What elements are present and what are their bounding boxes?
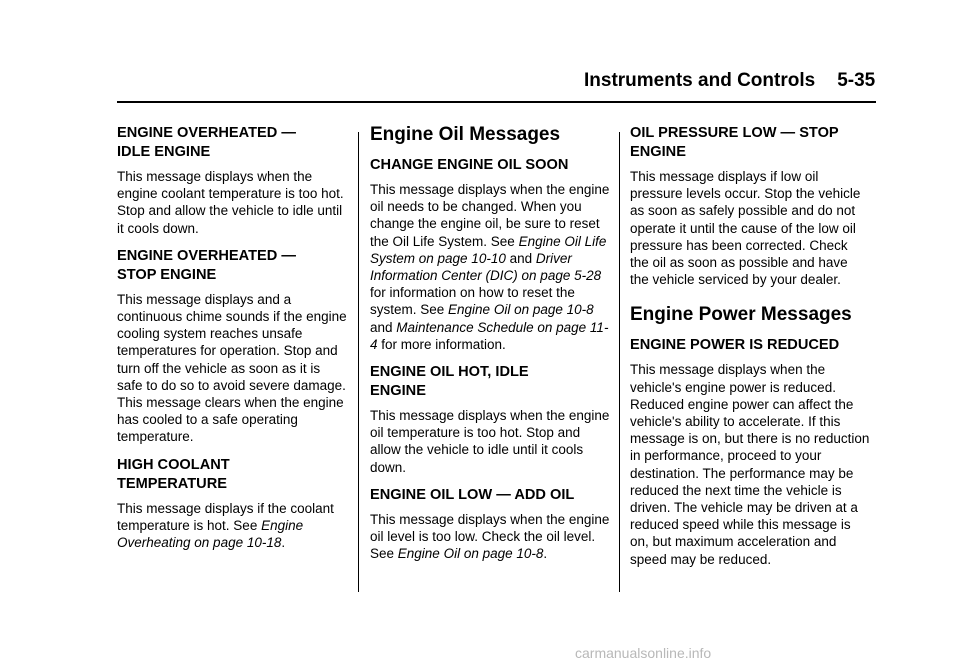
heading-engine-overheated-idle: ENGINE OVERHEATED — IDLE ENGINE: [117, 125, 296, 160]
cross-reference-link[interactable]: Engine Oil on page 10-8: [448, 302, 594, 318]
heading-power-reduced: ENGINE POWER IS REDUCED: [630, 337, 840, 354]
heading-oil-low: ENGINE OIL LOW — ADD OIL: [370, 486, 575, 503]
paragraph: This message displays when the engine oil level is too low. Check the oil level. See Engine Oil on page 10-8.: [370, 511, 610, 562]
paragraph: This message displays if low oil pressure levels occur. Stop the vehicle as soon as safely possible and do not operate it until the cause of the low oil pressure has been corrected. Check the oil as soon as possible and have the vehicle serviced by your dealer.: [630, 169, 861, 288]
heading-engine-overheated-stop: ENGINE OVERHEATED — STOP ENGINE: [117, 247, 296, 283]
cross-reference-link[interactable]: Maintenance Schedule on page 11-4: [370, 319, 609, 352]
paragraph: This message displays when the engine oil needs to be changed. When you change the engine oil, be sure to reset the Oil Life System. See Engine Oil Life System on page 10-10 and Driver Information Center (DIC) on page 5-28 for information on how to reset the system. See Engine Oil on page 10-8 and Maintenance Schedule on page 11-4 for more information.: [370, 182, 610, 352]
heading-high-coolant: HIGH COOLANT TEMPERATURE: [117, 456, 230, 492]
heading-change-oil-soon: CHANGE ENGINE OIL SOON: [370, 157, 569, 173]
section-title-engine-power: Engine Power Messages: [630, 304, 852, 326]
section-title: Instruments and Controls: [584, 70, 816, 91]
cross-reference-link[interactable]: Engine Oil on page 10-8: [397, 546, 544, 562]
column-1: [117, 124, 349, 561]
watermark: carmanualsonline.info: [575, 645, 712, 661]
cross-reference-link[interactable]: Engine Oil Life System on page 10-10: [370, 233, 607, 266]
paragraph: This message displays if the coolant temperature is hot. See Engine Overheating on page 10-18.: [117, 500, 334, 551]
heading-oil-hot: ENGINE OIL HOT, IDLE ENGINE: [370, 364, 529, 400]
page-header: [584, 70, 874, 92]
paragraph: This message displays and a continuous chime sounds if the engine cooling system reaches unsafe temperatures for operation. Stop and turn off the vehicle as soon as it is safe to do so to avoid severe damage. This message clears when the engine has cooled to a safe operating temperature.: [117, 291, 347, 445]
cross-reference-link[interactable]: Engine Overheating on page 10-18: [117, 517, 304, 551]
column-divider-1: [358, 132, 359, 592]
heading-oil-pressure-low: OIL PRESSURE LOW — STOP ENGINE: [630, 125, 839, 160]
paragraph: This message displays when the engine coolant temperature is too hot. Stop and allow the vehicle to idle until it cools down.: [117, 169, 344, 236]
cross-reference-link[interactable]: Driver Information Center (DIC) on page 5-28: [370, 250, 602, 284]
column-divider-2: [619, 132, 620, 592]
paragraph: This message displays when the vehicle's engine power is reduced. Reduced engine power can affect the vehicle's ability to accelerate. If this message is on, but there is no reduction in performance, proceed to your destination. The performance may be reduced the next time the vehicle is driven. The vehicle may be driven at a reduced speed while this message is on, but maximum acceleration and speed may be reduced.: [630, 362, 870, 567]
section-title-engine-oil: Engine Oil Messages: [370, 124, 561, 145]
paragraph: This message displays when the engine oil temperature is too hot. Stop and allow the vehicle to idle until it cools down.: [370, 408, 610, 475]
header-rule: [117, 101, 876, 103]
column-3: [630, 124, 870, 578]
page-number: 5-35: [837, 70, 876, 91]
column-2: [370, 124, 610, 572]
